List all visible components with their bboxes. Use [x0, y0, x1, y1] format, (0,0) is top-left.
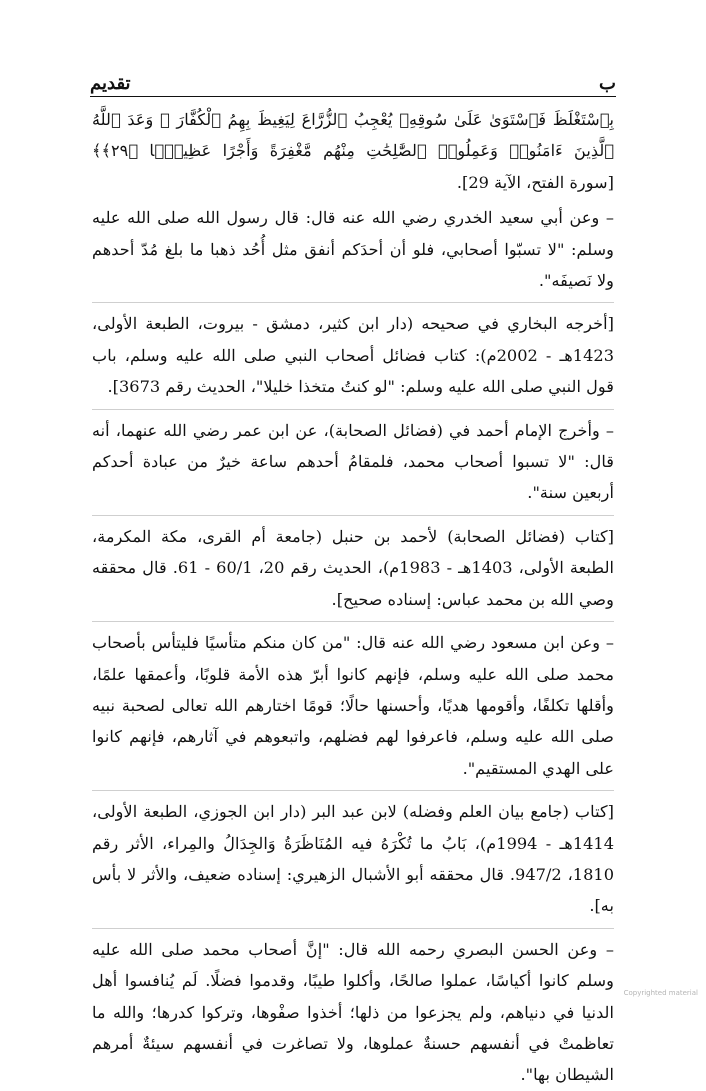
hadith-paragraph: – وعن الحسن البصري رحمه الله قال: "إنَّ أصحاب محمد صلى الله عليه وسلم كانوا أكياسًا، عملوا صالحًا، وأكلوا طيبًا، وقدموا فضلًا. لَم يُنافسوا أهل الدنيا في دنياهم، ولم يجزعوا من ذلها؛ أخذوا صفْوها، وتركوا كدرها؛ والله ما تعاظمتْ في أنفسهم حسنةٌ عملوها، ولا تصاغرت في أنفسهم سيئةٌ أمرهم الشيطان بها".: [92, 939, 614, 1085]
page-number-letter: ب: [599, 73, 616, 94]
page-body: [92, 104, 614, 1091]
page-title: تقديم: [90, 73, 131, 94]
header-rule: [90, 96, 616, 97]
divider: [92, 790, 614, 791]
divider: [92, 515, 614, 516]
hadith-paragraph: – وعن ابن مسعود رضي الله عنه قال: "من كان منكم متأسيًا فليتأس بأصحاب محمد صلى الله عليه وسلم، فإنهم كانوا أبرّ هذه الأمة قلوبًا، وأعمقها علمًا، وأقلها تكلفًا، وأقومها هديًا، وأحسنها حالًا؛ قومًا اختارهم الله تعالى لصحبة نبيه صلى الله عليه وسلم، فاعرفوا لهم فضلهم، واتبعوهم في آثارهم، فإنهم كانوا على الهدي المستقيم".: [92, 633, 614, 778]
quran-verse-paragraph: بِٱسْتَغْلَظَ فَٱسْتَوَىٰ عَلَىٰ سُوقِهِۦ يُعْجِبُ ٱلزُّرَّاعَ لِيَغِيظَ بِهِمُ ٱلْكُفَّارَ ۗ وَعَدَ ٱللَّهُ ٱلَّذِينَ ءَامَنُوا۟ وَعَمِلُوا۟ ٱلصَّٰلِحَٰتِ مِنْهُم مَّغْفِرَةً وَأَجْرًا عَظِيمًۢا ﴿٢٩﴾﴾ [سورة الفتح، الآية 29].: [92, 110, 614, 192]
divider: [92, 621, 614, 622]
reference-paragraph: [كتاب (جامع بيان العلم وفضله) لابن عبد البر (دار ابن الجوزي، الطبعة الأولى، 1414هـ - 1994م)، بَابُ ما تُكْرَهُ فيه المُنَاظَرَةُ وَالجِدَالُ والمِراء، الأثر رقم 1810، 947/2. قال محققه أبو الأشبال الزهيري: إسناده ضعيف، والأثر لا بأس به].: [92, 802, 615, 916]
page-header: [90, 66, 616, 94]
hadith-paragraph: – وأخرج الإمام أحمد في (فضائل الصحابة)، عن ابن عمر رضي الله عنهما، أنه قال: "لا تسبوا أصحاب محمد، فلمقامُ أحدهم ساعة خيرٌ من عبادة أحدكم أربعين سنة".: [92, 420, 614, 503]
divider: [92, 928, 614, 929]
reference-paragraph: [أخرجه البخاري في صحيحه (دار ابن كثير، دمشق - بيروت، الطبعة الأولى، 1423هـ - 2002م): كتاب فضائل أصحاب النبي صلى الله عليه وسلم، باب قول النبي صلى الله عليه وسلم: "لو كنتُ متخذا خليلا"، الحديث رقم 3673].: [92, 314, 614, 397]
copyright-watermark: Copyrighted material: [623, 989, 698, 997]
divider: [92, 409, 614, 410]
hadith-paragraph: – وعن أبي سعيد الخدري رضي الله عنه قال: قال رسول الله صلى الله عليه وسلم: "لا تسبّوا أصحابي، فلو أن أحدَكم أنفق مثل أُحُد ذهبا ما بلغ مُدّ أحدهم ولا نَصيفَه".: [92, 208, 614, 291]
divider: [92, 302, 614, 303]
reference-paragraph: [كتاب (فضائل الصحابة) لأحمد بن حنبل (جامعة أم القرى، مكة المكرمة، الطبعة الأولى، 1403هـ - 1983م)، الحديث رقم 20، 60/1 - 61. قال محققه وصي الله بن محمد عباس: إسناده صحيح].: [92, 526, 615, 609]
